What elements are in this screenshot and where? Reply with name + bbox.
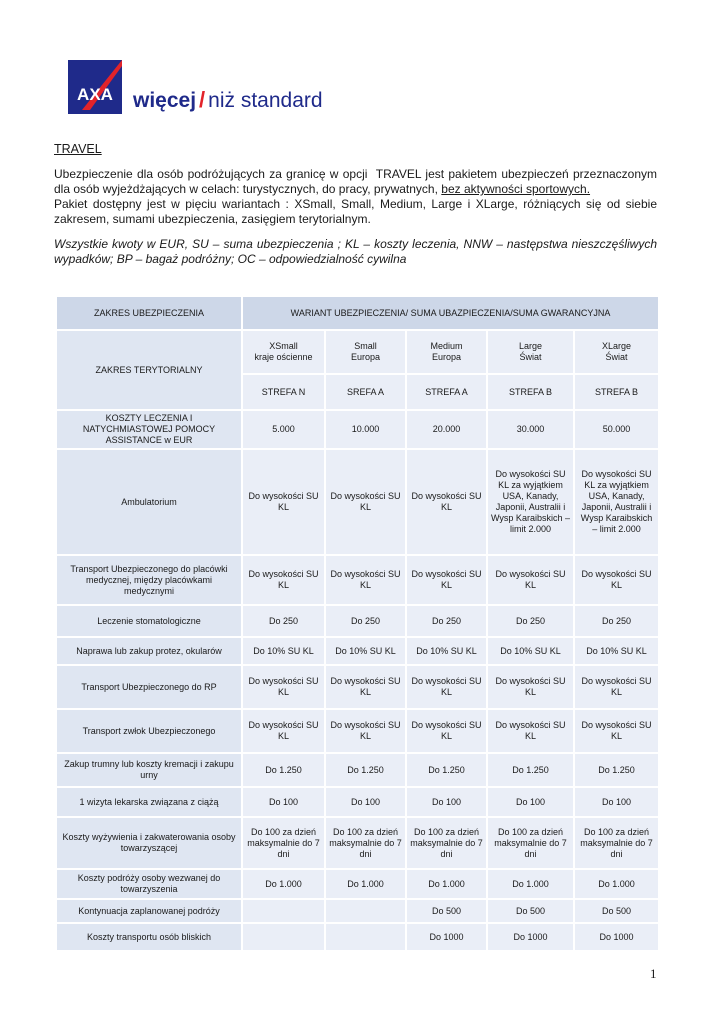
row-value: 50.000 xyxy=(574,410,659,449)
row-value: Do wysokości SU KL xyxy=(406,449,487,555)
row-value: Do 1.000 xyxy=(406,869,487,899)
row-value: Do 1.250 xyxy=(487,753,574,787)
row-label: Koszty podróży osoby wezwanej do towarzyszenia xyxy=(56,869,242,899)
row-value: Do 10% SU KL xyxy=(242,637,325,665)
row-value: Do 1000 xyxy=(574,923,659,951)
row-value: Do 500 xyxy=(406,899,487,923)
row-value: Do wysokości SU KL xyxy=(242,449,325,555)
row-value: Do wysokości SU KL xyxy=(487,665,574,709)
row-value: 10.000 xyxy=(325,410,406,449)
variant-xlarge: XLarge Świat xyxy=(574,330,659,374)
row-value: 5.000 xyxy=(242,410,325,449)
product-name: TRAVEL xyxy=(375,167,422,181)
header-variant: WARIANT UBEZPIECZENIA/ SUMA UBAZPIECZENIA/SUMA GWARANCYJNA xyxy=(242,296,659,330)
row-value: Do wysokości SU KL xyxy=(574,709,659,753)
row-value: Do 100 za dzień maksymalnie do 7 dni xyxy=(487,817,574,869)
axa-logo xyxy=(68,60,122,114)
row-value: Do wysokości SU KL xyxy=(487,709,574,753)
row-value: Do wysokości SU KL xyxy=(325,709,406,753)
variant-large: Large Świat xyxy=(487,330,574,374)
variant-medium: Medium Europa xyxy=(406,330,487,374)
row-value: Do 1.000 xyxy=(487,869,574,899)
row-value: Do 1.000 xyxy=(325,869,406,899)
table-row xyxy=(56,637,659,665)
table-row xyxy=(56,555,659,605)
row-value: Do wysokości SU KL xyxy=(406,555,487,605)
row-value: Do 100 za dzień maksymalnie do 7 dni xyxy=(325,817,406,869)
row-value: Do wysokości SU KL xyxy=(325,555,406,605)
row-label: Transport zwłok Ubezpieczonego xyxy=(56,709,242,753)
coverage-table xyxy=(55,295,660,952)
tagline-strong: więcej xyxy=(133,89,197,112)
row-value: Do 10% SU KL xyxy=(487,637,574,665)
row-value: Do 100 za dzień maksymalnie do 7 dni xyxy=(242,817,325,869)
row-value: Do 1000 xyxy=(406,923,487,951)
table-row xyxy=(56,605,659,637)
row-value: Do 250 xyxy=(574,605,659,637)
row-label: Naprawa lub zakup protez, okularów xyxy=(56,637,242,665)
row-value: Do wysokości SU KL xyxy=(242,665,325,709)
tagline-slash: / xyxy=(199,87,206,112)
row-value: 30.000 xyxy=(487,410,574,449)
row-value: Do wysokości SU KL xyxy=(242,555,325,605)
row-label: Koszty transportu osób bliskich xyxy=(56,923,242,951)
row-value: Do wysokości SU KL xyxy=(574,665,659,709)
zone-xlarge: STREFA B xyxy=(574,374,659,410)
row-value: Do 100 za dzień maksymalnie do 7 dni xyxy=(406,817,487,869)
row-value: Do wysokości SU KL xyxy=(325,665,406,709)
row-value: Do 500 xyxy=(487,899,574,923)
territory-label: ZAKRES TERYTORIALNY xyxy=(56,330,242,410)
row-value: Do 100 xyxy=(487,787,574,817)
header-scope: ZAKRES UBEZPIECZENIA xyxy=(56,296,242,330)
row-value xyxy=(242,923,325,951)
zone-large: STREFA B xyxy=(487,374,574,410)
row-value xyxy=(325,899,406,923)
intro-text xyxy=(54,167,657,227)
row-value: Do 1.250 xyxy=(242,753,325,787)
row-value: Do wysokości SU KL xyxy=(406,665,487,709)
row-value: Do 250 xyxy=(325,605,406,637)
row-value: Do wysokości SU KL za wyjątkiem USA, Kanady, Japonii, Australii i Wysp Karaibskich – limit 2.000 xyxy=(487,449,574,555)
row-value: Do 250 xyxy=(242,605,325,637)
zone-small: SREFA A xyxy=(325,374,406,410)
zone-xsmall: STREFA N xyxy=(242,374,325,410)
row-value: Do 500 xyxy=(574,899,659,923)
row-value: Do wysokości SU KL xyxy=(406,709,487,753)
row-value: Do 250 xyxy=(406,605,487,637)
abbreviations-note: Wszystkie kwoty w EUR, SU – suma ubezpieczenia ; KL – koszty leczenia, NNW – następstwa nieszczęśliwych wypadków; BP – bagaż podróżny; OC – odpowiedzialność cywilna xyxy=(54,237,657,266)
row-value: 20.000 xyxy=(406,410,487,449)
table-row xyxy=(56,449,659,555)
row-value: Do wysokości SU KL xyxy=(325,449,406,555)
table-row xyxy=(56,923,659,951)
svg-text:AXA: AXA xyxy=(77,85,113,104)
row-value: Do 1.000 xyxy=(574,869,659,899)
row-value: Do 100 xyxy=(406,787,487,817)
row-value: Do 1.250 xyxy=(325,753,406,787)
row-label: Zakup trumny lub koszty kremacji i zakupu urny xyxy=(56,753,242,787)
axa-logo-mark xyxy=(68,60,122,114)
row-value xyxy=(242,899,325,923)
document-title: TRAVEL xyxy=(54,142,102,156)
table-row xyxy=(56,753,659,787)
row-value: Do 1000 xyxy=(487,923,574,951)
table-row xyxy=(56,787,659,817)
variant-xsmall: XSmall kraje ościenne xyxy=(242,330,325,374)
row-value: Do 10% SU KL xyxy=(406,637,487,665)
row-label: KOSZTY LECZENIA I NATYCHMIASTOWEJ POMOCY ASSISTANCE w EUR xyxy=(56,410,242,449)
intro-paragraph-2: Pakiet dostępny jest w pięciu wariantach : XSmall, Small, Medium, Large i XLarge, różniących się od siebie zakresem, sumami ubezpieczenia, zasięgiem terytorialnym. xyxy=(54,197,657,226)
row-value: Do wysokości SU KL za wyjątkiem USA, Kanady, Japonii, Australii i Wysp Karaibskich – limit 2.000 xyxy=(574,449,659,555)
table-header-row xyxy=(56,296,659,330)
table-row xyxy=(56,869,659,899)
row-value: Do 100 xyxy=(242,787,325,817)
row-value: Do 1.250 xyxy=(574,753,659,787)
tagline-rest: niż standard xyxy=(208,89,323,112)
table-row xyxy=(56,899,659,923)
table-row xyxy=(56,709,659,753)
row-label: Koszty wyżywienia i zakwaterowania osoby towarzyszącej xyxy=(56,817,242,869)
variant-name-row xyxy=(56,330,659,374)
tagline xyxy=(133,88,323,113)
no-sports-note: bez aktywności sportowych. xyxy=(441,182,591,196)
zone-medium: STREFA A xyxy=(406,374,487,410)
row-value: Do 1.250 xyxy=(406,753,487,787)
row-value: Do 100 za dzień maksymalnie do 7 dni xyxy=(574,817,659,869)
row-value: Do wysokości SU KL xyxy=(487,555,574,605)
table-row xyxy=(56,817,659,869)
table-row xyxy=(56,410,659,449)
variant-small: Small Europa xyxy=(325,330,406,374)
row-label: Leczenie stomatologiczne xyxy=(56,605,242,637)
table-row xyxy=(56,665,659,709)
row-value: Do 100 xyxy=(325,787,406,817)
row-value: Do 10% SU KL xyxy=(325,637,406,665)
row-value: Do wysokości SU KL xyxy=(242,709,325,753)
row-value xyxy=(325,923,406,951)
row-value: Do wysokości SU KL xyxy=(574,555,659,605)
row-label: Transport Ubezpieczonego do RP xyxy=(56,665,242,709)
intro-paragraph-1: Ubezpieczenie dla osób podróżujących za granicę w opcji TRAVEL jest pakietem ubezpieczeń przeznaczonym dla osób wyjeżdżających w celach: turystycznych, do pracy, prywatnych, bez aktywności sportowych. xyxy=(54,167,658,196)
row-value: Do 10% SU KL xyxy=(574,637,659,665)
row-value: Do 250 xyxy=(487,605,574,637)
row-label: Ambulatorium xyxy=(56,449,242,555)
row-label: Transport Ubezpieczonego do placówki medycznej, między placówkami medycznymi xyxy=(56,555,242,605)
page-number: 1 xyxy=(650,966,657,981)
row-label: 1 wizyta lekarska związana z ciążą xyxy=(56,787,242,817)
row-value: Do 1.000 xyxy=(242,869,325,899)
row-label: Kontynuacja zaplanowanej podróży xyxy=(56,899,242,923)
row-value: Do 100 xyxy=(574,787,659,817)
